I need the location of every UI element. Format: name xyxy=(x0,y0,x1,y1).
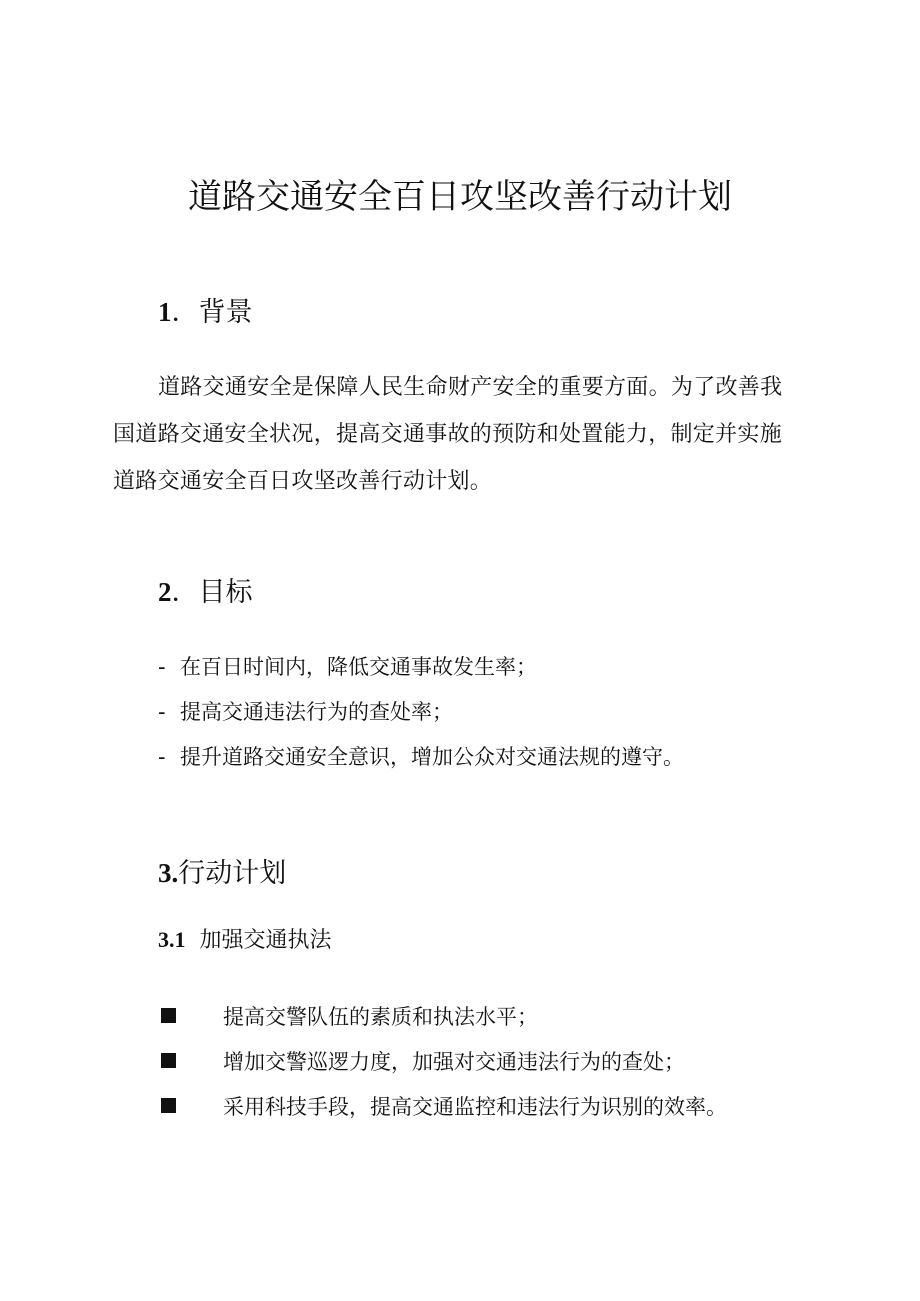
dash-marker: - xyxy=(158,655,166,679)
subsection-title: 加强交通执法 xyxy=(199,928,332,953)
list-item xyxy=(158,735,684,780)
list-item-text: 提升道路交通安全意识，增加公众对交通法规的遵守。 xyxy=(180,745,684,769)
list-item xyxy=(158,645,684,690)
square-bullet-icon xyxy=(161,1053,176,1068)
dash-marker: - xyxy=(158,700,166,724)
paragraph-line: 国道路交通安全状况，提高交通事故的预防和处置能力，制定并实施 xyxy=(113,422,783,447)
paragraph-line: 道路交通安全是保障人民生命财产安全的重要方面。为了改善我 xyxy=(158,375,783,400)
background-paragraph xyxy=(113,364,813,505)
section-number: 1 xyxy=(158,297,172,327)
section-number: 2 xyxy=(158,577,172,607)
dash-marker: - xyxy=(158,745,166,769)
paragraph-line: 道路交通安全百日攻坚改善行动计划。 xyxy=(113,469,493,494)
subsection-number: 3.1 xyxy=(158,927,186,952)
enforcement-list xyxy=(161,995,727,1130)
list-item-text: 采用科技手段，提高交通监控和违法行为识别的效率。 xyxy=(223,1095,727,1119)
list-item xyxy=(161,1085,727,1130)
section-title: ．目标 xyxy=(171,577,253,608)
list-item-text: 提高交通违法行为的查处率； xyxy=(180,700,453,724)
section-title: ．背景 xyxy=(171,297,253,328)
subsection-heading-enforcement xyxy=(158,922,332,959)
section-heading-goals xyxy=(158,572,253,613)
list-item xyxy=(161,1040,685,1085)
section-heading-action-plan xyxy=(158,853,286,894)
list-item-text: 在百日时间内，降低交通事故发生率； xyxy=(180,655,537,679)
section-number: 3. xyxy=(158,858,179,888)
list-item-text: 提高交警队伍的素质和执法水平； xyxy=(223,1005,538,1029)
goals-list xyxy=(158,645,684,780)
section-title: 行动计划 xyxy=(178,858,287,889)
section-heading-background xyxy=(158,292,253,333)
square-bullet-icon xyxy=(161,1008,176,1023)
document-title: 道路交通安全百日攻坚改善行动计划 xyxy=(188,177,732,217)
list-item xyxy=(161,995,538,1040)
list-item-text: 增加交警巡逻力度，加强对交通违法行为的查处； xyxy=(223,1050,685,1074)
list-item xyxy=(158,690,684,735)
square-bullet-icon xyxy=(161,1098,176,1113)
